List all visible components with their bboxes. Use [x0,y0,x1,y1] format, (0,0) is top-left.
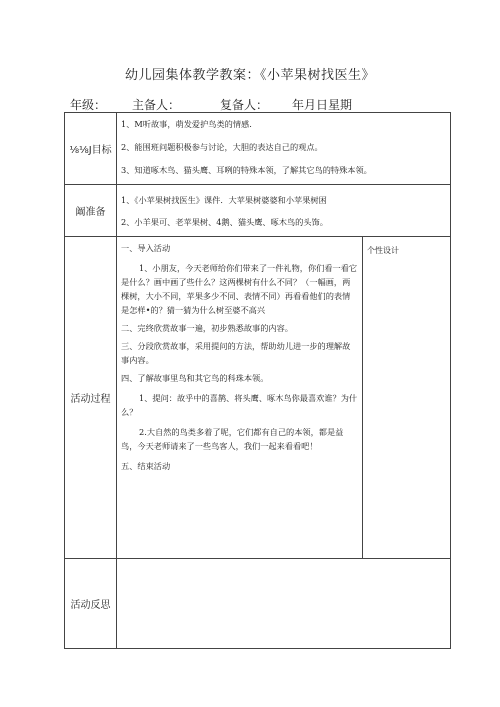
personal-design-header: 个性设计 [367,246,399,255]
personal-design-column [363,237,451,559]
process-row [65,237,451,559]
reflection-content [117,559,451,649]
reflection-row [65,559,451,649]
process-paragraph: 五、结束活动 [121,461,171,471]
process-paragraph: 四、了解故事里鸟和其它鸟的科珠本领。 [121,373,269,383]
process-label: 活动过程 [65,237,117,559]
reviewer-label: 复备人： [220,98,269,112]
prep-content [117,185,451,237]
process-paragraph: 1、提问：故乎中的喜鹊、将头鹰、啄木鸟你最喜欢谁？为什么？ [121,393,358,417]
goal-item: 1、M听故事，萌发爱护鸟类的情感. [121,119,252,129]
process-paragraph: 1、小朋友，今天老师给你们带来了一件礼物，你们看一看它是什么？画中画了些什么？这两棵树有什么不同？（一幅画，两棵树，大小不同，苹果多少不同、表情不同）再看看他们的表情是怎样•的？猜一猜为什么树至婆不高兴 [121,263,358,315]
grade-label: 年级： [70,98,107,112]
process-paragraph: 一、导入活动 [121,243,171,253]
reflection-label: 活动反思 [65,559,117,649]
prep-row [65,185,451,237]
lesson-plan-table [64,112,451,649]
process-paragraph: 二、完终欣赏故事一遍，初步熟悉故事的内容。 [121,323,293,333]
goals-content [117,113,451,185]
process-content [117,237,363,559]
prep-label: 阚准备 [65,185,117,237]
preparer-label: 主备人： [132,98,181,112]
process-paragraph: 三、分段欣赏故事，采用提问的方法，帮助幼儿进一步的理解故事内容。 [121,341,351,365]
goal-item: 3、知道啄木鸟、猫头鹰、耳咧的特殊本领，了解其它鸟的特殊本领。 [121,165,372,175]
goals-row [65,113,451,185]
goals-label: ⅛⅛J目标 [65,113,117,185]
process-paragraph: 2.大自然的鸟类多着了呢，它们都有自己的本领，都是益鸟，今天老师请来了一些鸟客人，我们一起来看看吧！ [121,427,344,451]
goal-item: 2、能围班问题积极参与讨论，大胆的表达自己的观点。 [121,142,323,152]
date-label: 年月日星期 [292,98,353,112]
prep-item: 1、《小苹果树找医生》课件．大苹果树婆婆和小苹果树困 [121,195,327,205]
page-title: 幼儿园集体教学教案：《小苹果树找医生》 [124,68,375,83]
prep-item: 2、小羊果可、老苹果树、4鹅、猫头鹰、啄木鸟的头饰。 [121,217,328,227]
